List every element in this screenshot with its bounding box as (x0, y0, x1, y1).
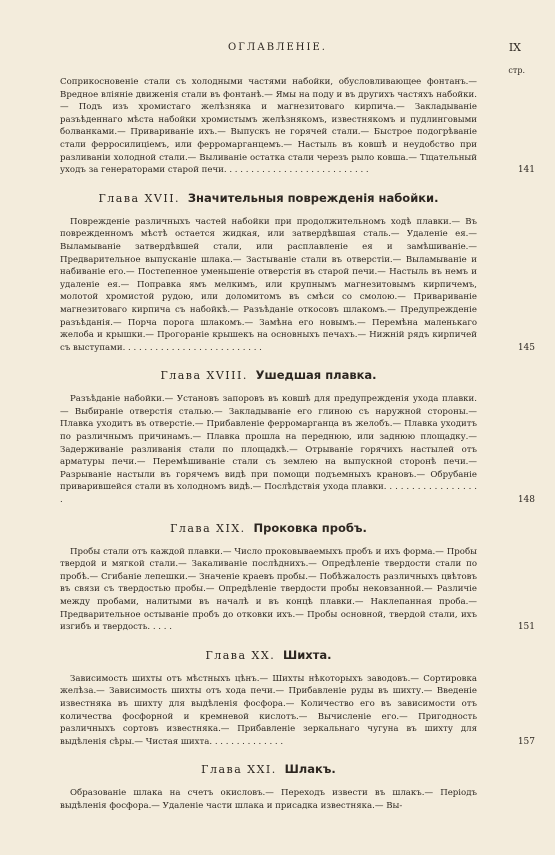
toc-entry (60, 393, 535, 506)
entry-text: Разъѣданіе набойки.— Установъ запоровъ въ ковшѣ для предупрежденія ухода плавки.— Выбираніе отверстія сталью.— Закладываніе его глиною съ наружной стороны.— Плавка уходитъ въ отверстіе.— Прибавленіе ферромарганца въ желобъ.— Плавка уходитъ по различнымъ причинамъ.— Плавка прошла на переднюю, или заднюю площадку.— Задерживаніе разливанія стали по площадкѣ.— Отрываніе горячихъ настылей отъ арматуры печи.— Перемѣшиваніе стали съ землею на выпускной сторонѣ печи.— Разрываніе настыли въ горячемъ видѣ при помощи подъемныхъ крановъ.— Обрубаніе приварившейся стали въ холодномъ видѣ.— Послѣдствія ухода плавки. . . . . . . . . . . . . . . . . . (60, 394, 477, 506)
toc-entry (60, 673, 535, 749)
chapter-heading-21 (60, 762, 477, 777)
toc-entry (60, 216, 535, 355)
entry-text: Соприкосновеніе стали съ холодными частями набойки, обусловливающее фонтанъ.— Вредное вліяніе движенія стали въ фонтанѣ.— Ямы на поду и въ другихъ частяхъ набойки.— Подъ изъ хромистаго желѣзняка и магнезитоваго кирпича.— Закладываніе разъѣденнаго мѣста набойки хромистымъ желѣзнякомъ, известнякомъ и пудлинговыми болванками.— Привариваніе ихъ.— Выпускъ не горячей стали.— Быстрое подогрѣваніе стали ферросилиціемъ, или ферромарганцемъ.— Настыль въ ковшѣ и неудобство при разливаніи холодной стали.— Выливаніе остатка стали черезъ рыло ковша.— Тщательный уходъ за генераторами старой печи. . . . . . . . . . . . . . . . . . . . . . . . . . . (60, 77, 477, 176)
entry-page-number: 157 (517, 736, 535, 747)
toc-entry-continued (60, 76, 535, 177)
chapter-label: Глава XIX. (170, 521, 246, 535)
chapter-title: Проковка пробъ. (253, 520, 367, 535)
toc-content (60, 76, 535, 813)
entry-page-number: 148 (517, 495, 535, 506)
chapter-label: Глава XX. (205, 648, 276, 662)
page-number: IX (508, 41, 521, 54)
entry-page-number: 141 (517, 165, 535, 176)
chapter-title: Шлакъ. (284, 762, 336, 777)
entry-text: Зависимость шихты отъ мѣстныхъ цѣнъ.— Шихты нѣкоторыхъ заводовъ.— Сортировка желѣза.— Зависимость шихты отъ хода печи.— Прибавленіе руды въ шихту.— Введеніе известняка въ шихту для выдѣленія фосфора.— Количество его въ зависимости отъ количества фосфорной и кремневой кислотъ.— Вычисленіе его.— Пригодность различныхъ сортовъ известняка.— Прибавленіе зеркальнаго чугуна въ шихту для выдѣленія сѣры.— Чистая шихта. . . . . . . . . . . . . . (60, 673, 477, 747)
chapter-heading-17 (60, 191, 477, 206)
chapter-label: Глава XXI. (201, 763, 277, 777)
chapter-title: Ушедшая плавка. (255, 368, 377, 383)
page-column-label: стр. (508, 66, 525, 75)
running-header: ОГЛАВЛЕНІЕ. (228, 42, 327, 53)
entry-page-number: 151 (517, 622, 535, 633)
toc-entry (60, 787, 477, 812)
chapter-title: Шихта. (283, 647, 332, 662)
entry-text: Поврежденіе различныхъ частей набойки при продолжительномъ ходѣ плавки.— Въ поврежденномъ мѣстѣ остается жидкая, или затвердѣвшая сталь.— Удаленіе ея.— Выламываніе затвердѣвшей стали, или расплавленіе ея и замѣшиваніе.— Предварительное выпусканіе шлака.— Застываніе стали въ отверстіи.— Выламываніе и набиваніе его.— Постепенное уменьшеніе отверстія въ старой печи.— Настыль въ немъ и удаленіе ея.— Поправка ямъ мелкимъ, или крупнымъ магнезитовымъ кирпичемъ, молотой хромистой рудою, или доломитомъ въ смѣси со смолою.— Привариваніе магнезитоваго кирпича съ набойкѣ.— Разъѣданіе откосовъ шлакомъ.— Предупрежденіе разъѣданія.— Порча порога шлакомъ.— Замѣна его новымъ.— Перемѣна маленькаго желоба и крышки.— Прогораніе крышекъ на основныхъ печахъ.— Нижній рядъ кирпичей съ выступами. . . . . . . . . . . . . . . . . . . . . . . . . . (60, 216, 477, 353)
chapter-heading-19 (60, 521, 477, 536)
chapter-label: Глава XVII. (98, 191, 181, 205)
chapter-label: Глава XVIII. (160, 369, 248, 383)
chapter-title: Значительныя поврежденія набойки. (187, 190, 439, 205)
toc-entry (60, 546, 535, 634)
chapter-heading-20 (60, 648, 477, 663)
entry-text: Пробы стали отъ каждой плавки.— Число проковываемыхъ пробъ и ихъ форма.— Пробы твердой и мягкой стали.— Закаливаніе послѣднихъ.— Опредѣленіе твердости стали по пробѣ.— Сгибаніе лепешки.— Значеніе краевъ пробы.— Побѣжалость различныхъ цвѣтовъ въ связи съ твердостью пробы.— Опредѣленіе твердости пробы нековзанной.— Различіе между пробами, налитыми въ началѣ и въ концѣ плавки.— Наклепанная проба.— Предварительное остываніе пробъ до отковки ихъ.— Пробы основной, твердой стали, ихъ изгибъ и твердость. . . . . (60, 546, 477, 633)
chapter-heading-18 (60, 368, 477, 383)
entry-page-number: 145 (517, 342, 535, 353)
entry-text: Образованіе шлака на счетъ окисловъ.— Переходъ извести въ шлакъ.— Періодъ выдѣленія фосфора.— Удаленіе части шлака и присадка известняка.— Вы- (60, 788, 477, 811)
